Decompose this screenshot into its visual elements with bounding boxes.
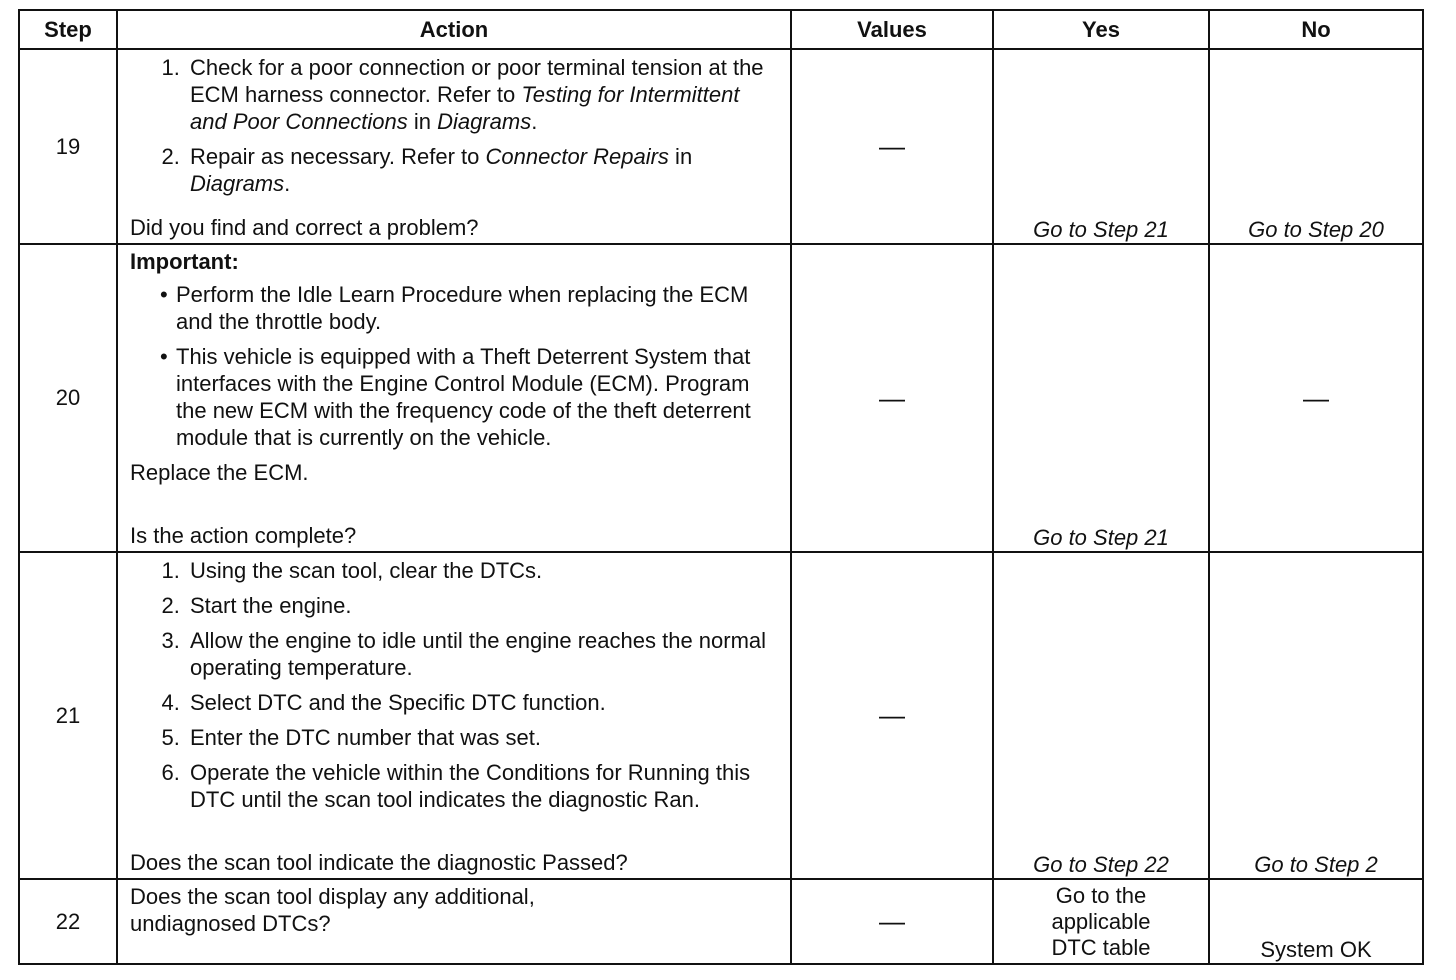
action-steps <box>130 557 782 813</box>
yes-line: Go to the <box>1055 882 1147 908</box>
important-label: Important: <box>130 249 239 274</box>
no-link[interactable]: Go to Step 2 <box>1254 852 1378 877</box>
step-number: 20 <box>19 244 117 552</box>
header-action: Action <box>117 10 791 49</box>
yes-link[interactable] <box>1051 883 1150 961</box>
values-cell: — <box>791 879 993 964</box>
header-yes: Yes <box>993 10 1209 49</box>
list-item: 2. Repair as necessary. Refer to Connector Repairs in Diagrams. <box>186 143 782 197</box>
yes-line: applicable <box>1051 908 1151 934</box>
yes-link[interactable]: Go to Step 21 <box>1033 217 1169 242</box>
important-bullets <box>130 281 782 451</box>
list-item: 1. Check for a poor connection or poor terminal tension at the ECM harness connector. Refer to Testing for Intermittent and Poor Connections in Diagrams. <box>186 54 782 135</box>
step-number: 19 <box>19 49 117 244</box>
question-text: Does the scan tool indicate the diagnostic Passed? <box>130 850 628 875</box>
yes-cell <box>993 552 1209 879</box>
no-result: System OK <box>1260 937 1372 962</box>
header-row <box>19 10 1423 49</box>
question-text: Did you find and correct a problem? <box>130 215 479 240</box>
yes-link[interactable]: Go to Step 21 <box>1033 525 1169 550</box>
no-cell <box>1209 49 1423 244</box>
header-values: Values <box>791 10 993 49</box>
table-row <box>19 552 1423 879</box>
no-cell: — <box>1209 244 1423 552</box>
action-steps <box>130 54 782 197</box>
question-text-line: undiagnosed DTCs? <box>130 911 331 936</box>
header-no: No <box>1209 10 1423 49</box>
list-item: • This vehicle is equipped with a Theft Deterrent System that interfaces with the Engine Control Module (ECM). Program the new ECM with the frequency code of the theft deterrent module that is currently on the vehicle. <box>176 343 782 451</box>
list-item: 5. Enter the DTC number that was set. <box>186 724 782 751</box>
list-item: • Perform the Idle Learn Procedure when replacing the ECM and the throttle body. <box>176 281 782 335</box>
action-cell <box>117 552 791 879</box>
step-number: 21 <box>19 552 117 879</box>
no-link[interactable]: Go to Step 20 <box>1248 217 1384 242</box>
list-item: 3. Allow the engine to idle until the engine reaches the normal operating temperature. <box>186 627 782 681</box>
list-item: 6. Operate the vehicle within the Conditions for Running this DTC until the scan tool indicates the diagnostic Ran. <box>186 759 782 813</box>
yes-line: DTC table <box>1051 934 1151 960</box>
header-step: Step <box>19 10 117 49</box>
yes-cell <box>993 49 1209 244</box>
instruction-text: Replace the ECM. <box>130 460 309 485</box>
no-cell <box>1209 552 1423 879</box>
values-cell: — <box>791 244 993 552</box>
action-cell <box>117 244 791 552</box>
question-text: Is the action complete? <box>130 523 357 548</box>
table-row <box>19 879 1423 964</box>
no-cell <box>1209 879 1423 964</box>
values-cell: — <box>791 49 993 244</box>
yes-cell <box>993 244 1209 552</box>
diagnostic-table <box>18 9 1424 965</box>
step-number: 22 <box>19 879 117 964</box>
action-cell <box>117 879 791 964</box>
question-text-line: Does the scan tool display any additional, <box>130 884 535 909</box>
table-row <box>19 244 1423 552</box>
list-item: 1. Using the scan tool, clear the DTCs. <box>186 557 782 584</box>
list-item: 2. Start the engine. <box>186 592 782 619</box>
values-cell: — <box>791 552 993 879</box>
table-row <box>19 49 1423 244</box>
yes-link[interactable]: Go to Step 22 <box>1033 852 1169 877</box>
list-item: 4. Select DTC and the Specific DTC function. <box>186 689 782 716</box>
yes-cell <box>993 879 1209 964</box>
action-cell <box>117 49 791 244</box>
